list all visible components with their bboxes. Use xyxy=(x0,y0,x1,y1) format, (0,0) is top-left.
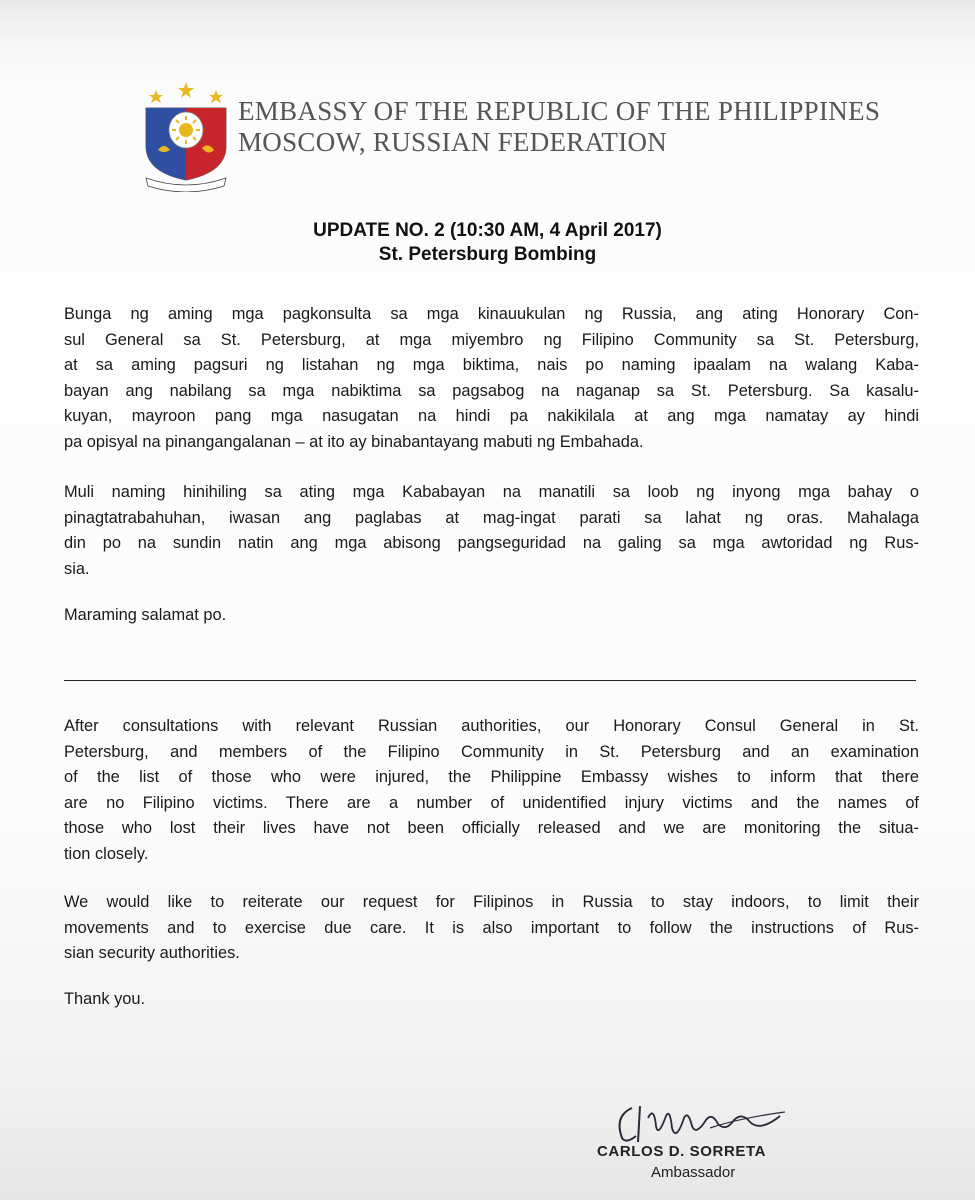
paragraph-line: are no Filipino victims. There are a number of unidentified injury victims and the names of xyxy=(64,793,919,812)
embassy-name: EMBASSY OF THE REPUBLIC OF THE PHILIPPINES xyxy=(238,96,881,126)
embassy-seal-icon xyxy=(136,80,236,192)
paragraph-line: sian security authorities. xyxy=(64,944,240,962)
paragraph-line: sia. xyxy=(64,559,90,578)
paragraph-line: bayan ang nabilang sa mga nabiktima sa pagsabog na naganap sa St. Petersburg. Sa kasalu- xyxy=(64,381,919,400)
paragraph-line: those who lost their lives have not been officially released and we are monitoring the situa- xyxy=(64,819,919,837)
paragraph-line: After consultations with relevant Russian authorities, our Honorary Consul General in St. xyxy=(64,717,919,735)
english-paragraph-2 xyxy=(64,890,919,967)
update-number: UPDATE NO. 2 (10:30 AM, 4 April 2017) xyxy=(313,220,662,241)
closing-line: Thank you. xyxy=(64,990,146,1008)
paragraph-line: We would like to reiterate our request for Filipinos in Russia to stay indoors, to limit their xyxy=(64,893,919,911)
paragraph-line: tion closely. xyxy=(64,844,149,863)
english-paragraph-1 xyxy=(64,714,919,867)
english-closing xyxy=(64,987,919,1013)
section-divider xyxy=(64,680,916,681)
paragraph-line: din po na sundin natin ang mga abisong pangseguridad na galing sa mga awtoridad ng Rus- xyxy=(64,534,919,552)
signatory-name: CARLOS D. SORRETA xyxy=(597,1143,767,1160)
filipino-paragraph-1 xyxy=(64,302,919,455)
update-heading xyxy=(0,219,975,267)
closing-line: Maraming salamat po. xyxy=(64,606,227,624)
paragraph-line: sul General sa St. Petersburg, at mga miyembro ng Filipino Community sa St. Petersburg, xyxy=(64,330,919,349)
paragraph-line: Petersburg, and members of the Filipino Community in St. Petersburg and an examination xyxy=(64,742,919,761)
paragraph-line: kuyan, mayroon pang mga nasugatan na hindi pa nakikilala at ang mga namatay ay hindi xyxy=(64,407,919,425)
signatory-title: Ambassador xyxy=(651,1164,736,1181)
paragraph-line: Muli naming hinihiling sa ating mga Kababayan na manatili sa loob ng inyong mga bahay o xyxy=(64,483,919,501)
paragraph-line: pinagtatrabahuhan, iwasan ang paglabas at mag-ingat parati sa lahat ng oras. Mahalaga xyxy=(64,508,919,527)
embassy-letterhead xyxy=(238,96,880,158)
paragraph-line: of the list of those who were injured, the Philippine Embassy wishes to inform that there xyxy=(64,768,919,786)
paragraph-line: movements and to exercise due care. It is also important to follow the instructions of Rus- xyxy=(64,918,919,937)
embassy-location: MOSCOW, RUSSIAN FEDERATION xyxy=(238,127,668,157)
paragraph-line: at sa aming pagsuri ng listahan ng mga biktima, nais po naming ipaalam na walang Kaba- xyxy=(64,356,919,374)
update-subject: St. Petersburg Bombing xyxy=(378,244,597,265)
filipino-paragraph-2 xyxy=(64,480,919,582)
filipino-closing xyxy=(64,603,919,629)
paragraph-line: Bunga ng aming mga pagkonsulta sa mga kinauukulan ng Russia, ang ating Honorary Con- xyxy=(64,305,919,323)
paragraph-line: pa opisyal na pinangangalanan – at ito ay binabantayang mabuti ng Embahada. xyxy=(64,432,644,451)
